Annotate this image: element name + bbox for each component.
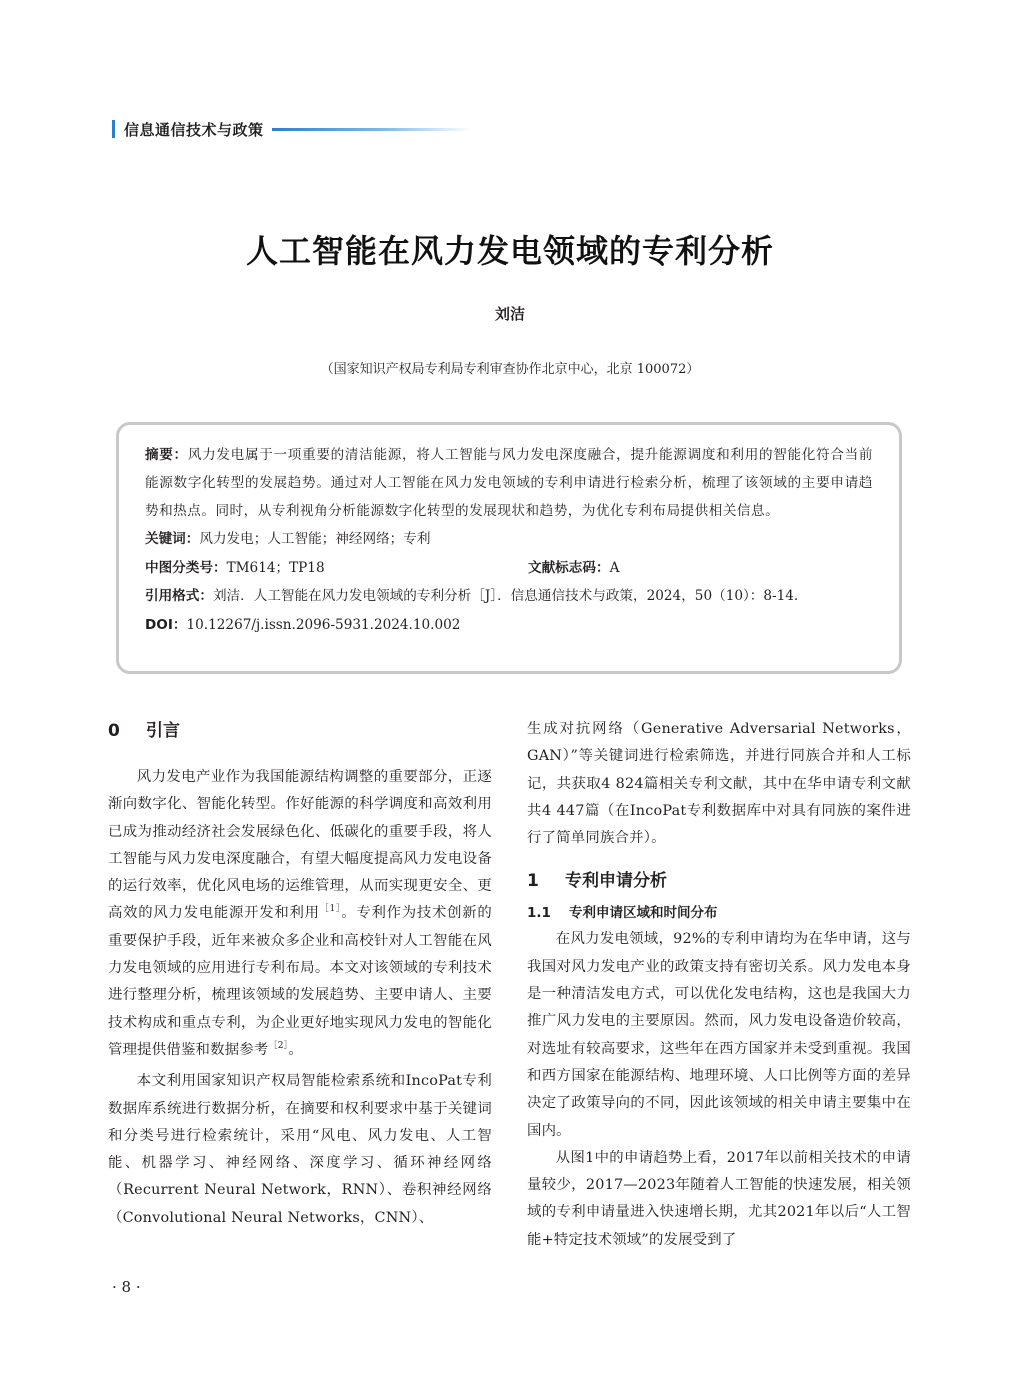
doi-label: DOI： — [145, 616, 187, 633]
abstract-label: 摘要： — [145, 447, 188, 463]
abstract-box — [116, 422, 902, 674]
citation-ref: ［2］ — [268, 1041, 289, 1052]
body-paragraph: 从图1中的申请趋势上看，2017年以前相关技术的申请量较少，2017—2023年随着人工智能的快速发展，相关领域的专利申请量进入快速增长期，尤其2021年以后“人工智能+特定技术领域”的发展受到了 — [527, 1149, 911, 1248]
page-number: · 8 · — [112, 1278, 141, 1296]
subsection-number: 1.1 — [527, 905, 551, 922]
left-column — [108, 718, 492, 1232]
body-paragraph — [108, 764, 492, 1064]
classification-line — [145, 554, 873, 583]
section-number: 1 — [527, 871, 539, 892]
doi-line — [145, 611, 873, 640]
header-gradient-line — [272, 128, 472, 131]
right-column — [527, 716, 911, 1254]
keywords-label: 关键词： — [145, 531, 200, 547]
section-number: 0 — [108, 721, 120, 741]
doc-code-value: A — [609, 559, 620, 576]
citation-label: 引用格式： — [145, 588, 213, 604]
doc-code-label: 文献标志码： — [528, 559, 610, 576]
journal-section-title: 信息通信技术与政策 — [124, 120, 264, 139]
section-heading-patent-analysis — [527, 868, 911, 894]
clc-label: 中图分类号： — [145, 559, 227, 576]
header-accent-bar — [112, 120, 115, 138]
abstract-text: 风力发电属于一项重要的清洁能源，将人工智能与风力发电深度融合，提升能源调度和利用的智能化符合当前能源数字化转型的发展趋势。通过对人工智能在风力发电领域的专利申请进行检索分析，梳理了该领域的主要申请趋势和热点。同时，从专利视角分析能源数字化转型的发展现状和趋势，为优化专利布局提供相关信息。 — [145, 447, 874, 519]
body-paragraph-continued: 生成对抗网络（Generative Adversarial Networks，GAN）”等关键词进行检索筛选，并进行同族合并和人工标记，共获取4 824篇相关专利文献，其中在华申请专利文献共4 447篇（在IncoPat专利数据库中对具有同族的案件进行了简单同族合并）。 — [527, 721, 911, 847]
section-title: 专利申请分析 — [565, 871, 667, 892]
doi-value: 10.12267/j.issn.2096-5931.2024.10.002 — [186, 616, 461, 633]
section-title: 引言 — [146, 721, 180, 741]
citation-ref: ［1］ — [319, 904, 342, 915]
author-affiliation: （国家知识产权局专利局专利审查协作北京中心，北京 100072） — [320, 362, 700, 377]
subsection-title: 专利申请区域和时间分布 — [569, 905, 718, 922]
clc-value: TM614；TP18 — [226, 559, 325, 576]
paper-title: 人工智能在风力发电领域的专利分析 — [245, 232, 774, 270]
journal-section-header — [112, 117, 472, 141]
citation-line — [145, 582, 873, 611]
citation-text: 刘洁．人工智能在风力发电领域的专利分析［J］．信息通信技术与政策，2024，50（10）：8-14. — [212, 588, 799, 604]
keywords-text: 风力发电；人工智能；神经网络；专利 — [199, 531, 431, 547]
author-name: 刘洁 — [494, 305, 525, 323]
body-paragraph: 在风力发电领域，92%的专利申请均为在华申请，这与我国对风力发电产业的政策支持有密切关系。风力发电本身是一种清洁发电方式，可以优化发电结构，这也是我国大力推广风力发电的主要原因。然而，风力发电设备造价较高，对选址有较高要求，这些年在西方国家并未受到重视。我国和西方国家在能源结构、地理环境、人口比例等方面的差异决定了政策导向的不同，因此该领域的相关申请主要集中在国内。 — [527, 931, 911, 1139]
paragraph-text: 。专利作为技术创新的重要保护手段，近年来被众多企业和高校针对人工智能在风力发电领域的应用进行专利布局。本文对该领域的专利技术进行整理分析，梳理该领域的发展趋势、主要申请人、主要技术构成和重点专利，为企业更好地实现风力发电的智能化管理提供借鉴和数据参考 — [108, 905, 492, 1058]
subsection-heading — [527, 900, 911, 926]
keywords-line — [145, 525, 873, 554]
paragraph-text: 。 — [288, 1041, 303, 1058]
section-heading-introduction — [108, 718, 492, 744]
abstract-paragraph — [145, 441, 873, 525]
body-paragraph: 本文利用国家知识产权局智能检索系统和IncoPat专利数据库系统进行数据分析，在摘要和权利要求中基于关键词和分类号进行检索统计，采用“风电、风力发电、人工智能、机器学习、神经网络、深度学习、循环神经网络（Recurrent Neural Network，RNN）、卷积神经网络（Convolutional Neural Networks，CNN）、 — [108, 1073, 492, 1226]
paragraph-text: 风力发电产业作为我国能源结构调整的重要部分，正逐渐向数字化、智能化转型。作好能源的科学调度和高效利用已成为推动经济社会发展绿色化、低碳化的重要手段，将人工智能与风力发电深度融合，有望大幅度提高风力发电设备的运行效率，优化风电场的运维管理，从而实现更安全、更高效的风力发电能源开发和利用 — [108, 769, 492, 922]
